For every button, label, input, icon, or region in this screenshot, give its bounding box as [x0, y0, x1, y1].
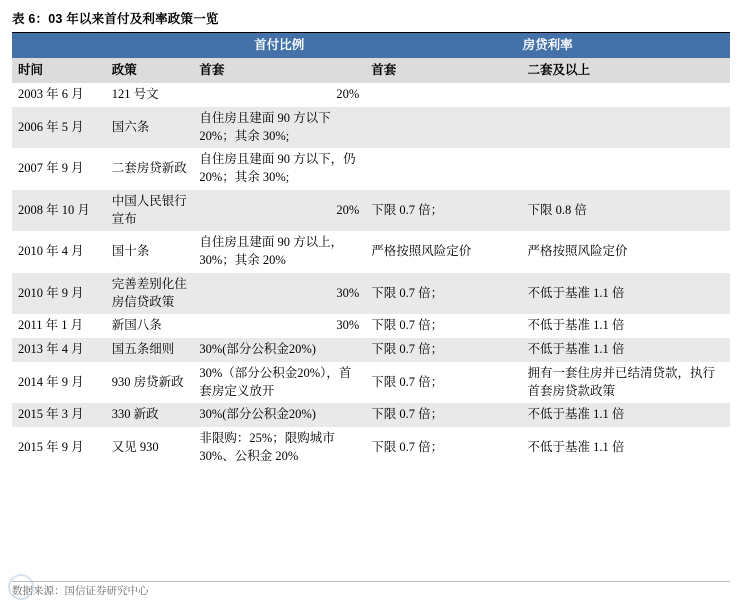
cell-time: 2003 年 6 月	[12, 83, 106, 107]
table-row	[12, 107, 730, 149]
table-row	[12, 362, 730, 404]
cell-second-rate: 不低于基准 1.1 倍	[522, 427, 730, 469]
cell-first-home: 30%(部分公积金20%)	[193, 338, 365, 362]
cell-time: 2008 年 10 月	[12, 190, 106, 232]
cell-first-home: 20%	[193, 190, 365, 232]
cell-time: 2015 年 9 月	[12, 427, 106, 469]
cell-policy: 中国人民银行宣布	[106, 190, 194, 232]
cell-second-rate: 不低于基准 1.1 倍	[522, 273, 730, 315]
cell-time: 2015 年 3 月	[12, 403, 106, 427]
table-row	[12, 338, 730, 362]
cell-first-rate: 下限 0.7 倍；	[365, 338, 521, 362]
table-row	[12, 148, 730, 190]
cell-second-rate: 严格按照风险定价	[522, 231, 730, 273]
cell-time: 2010 年 4 月	[12, 231, 106, 273]
header-col-policy: 政策	[106, 58, 194, 83]
cell-second-rate: 拥有一套住房并已结清贷款，执行首套房贷款政策	[522, 362, 730, 404]
cell-policy: 新国八条	[106, 314, 194, 338]
cell-policy: 又见 930	[106, 427, 194, 469]
header-col-first-home-rate: 首套	[365, 58, 521, 83]
table-body	[12, 83, 730, 469]
cell-first-home: 30%(部分公积金20%)	[193, 403, 365, 427]
source-note: 数据来源：国信证券研究中心	[12, 585, 149, 597]
header-col-time: 时间	[12, 58, 106, 83]
cell-time: 2010 年 9 月	[12, 273, 106, 315]
cell-second-rate	[522, 83, 730, 107]
cell-policy: 完善差别化住房信贷政策	[106, 273, 194, 315]
cell-policy: 国五条细则	[106, 338, 194, 362]
cell-first-home: 自住房且建面 90 方以下，仍 20%；其余 30%;	[193, 148, 365, 190]
table-row	[12, 314, 730, 338]
cell-second-rate	[522, 148, 730, 190]
table-row	[12, 231, 730, 273]
cell-policy: 330 新政	[106, 403, 194, 427]
header-col-second-home-rate: 二套及以上	[522, 58, 730, 83]
cell-time: 2006 年 5 月	[12, 107, 106, 149]
cell-time: 2014 年 9 月	[12, 362, 106, 404]
cell-first-home: 30%	[193, 314, 365, 338]
policy-table	[12, 33, 730, 469]
cell-first-rate: 下限 0.7 倍；	[365, 190, 521, 232]
cell-first-home: 非限购：25%；限购城市 30%、公积金 20%	[193, 427, 365, 469]
cell-time: 2011 年 1 月	[12, 314, 106, 338]
header-group-blank-time	[12, 33, 106, 58]
cell-first-home: 自住房且建面 90 方以上，30%；其余 20%	[193, 231, 365, 273]
footer-divider	[12, 581, 730, 582]
cell-second-rate: 不低于基准 1.1 倍	[522, 338, 730, 362]
cell-policy: 121 号文	[106, 83, 194, 107]
cell-first-home: 自住房且建面 90 方以下 20%；其余 30%;	[193, 107, 365, 149]
cell-policy: 国六条	[106, 107, 194, 149]
header-group-downpayment: 首付比例	[193, 33, 365, 58]
cell-second-rate	[522, 107, 730, 149]
cell-first-rate: 下限 0.7 倍；	[365, 403, 521, 427]
cell-second-rate: 不低于基准 1.1 倍	[522, 314, 730, 338]
cell-first-rate: 严格按照风险定价	[365, 231, 521, 273]
header-group-mortgage-rate: 房贷利率	[365, 33, 730, 58]
table-row	[12, 273, 730, 315]
table-row	[12, 427, 730, 469]
table-row	[12, 403, 730, 427]
cell-first-rate	[365, 148, 521, 190]
table-header-row	[12, 58, 730, 83]
cell-first-rate	[365, 83, 521, 107]
header-col-first-home: 首套	[193, 58, 365, 83]
table-row	[12, 83, 730, 107]
header-group-blank-policy	[106, 33, 194, 58]
cell-time: 2007 年 9 月	[12, 148, 106, 190]
cell-first-home: 30%（部分公积金20%），首套房定义放开	[193, 362, 365, 404]
cell-first-rate	[365, 107, 521, 149]
cell-first-home: 30%	[193, 273, 365, 315]
table-caption: 表 6：03 年以来首付及利率政策一览	[12, 12, 219, 26]
cell-time: 2013 年 4 月	[12, 338, 106, 362]
cell-first-rate: 下限 0.7 倍；	[365, 314, 521, 338]
cell-policy: 930 房贷新政	[106, 362, 194, 404]
cell-first-rate: 下限 0.7 倍；	[365, 427, 521, 469]
table-row	[12, 190, 730, 232]
cell-second-rate: 下限 0.8 倍	[522, 190, 730, 232]
cell-first-rate: 下限 0.7 倍；	[365, 362, 521, 404]
cell-second-rate: 不低于基准 1.1 倍	[522, 403, 730, 427]
table-header-group-row	[12, 33, 730, 58]
cell-first-rate: 下限 0.7 倍；	[365, 273, 521, 315]
cell-policy: 国十条	[106, 231, 194, 273]
cell-first-home: 20%	[193, 83, 365, 107]
cell-policy: 二套房贷新政	[106, 148, 194, 190]
